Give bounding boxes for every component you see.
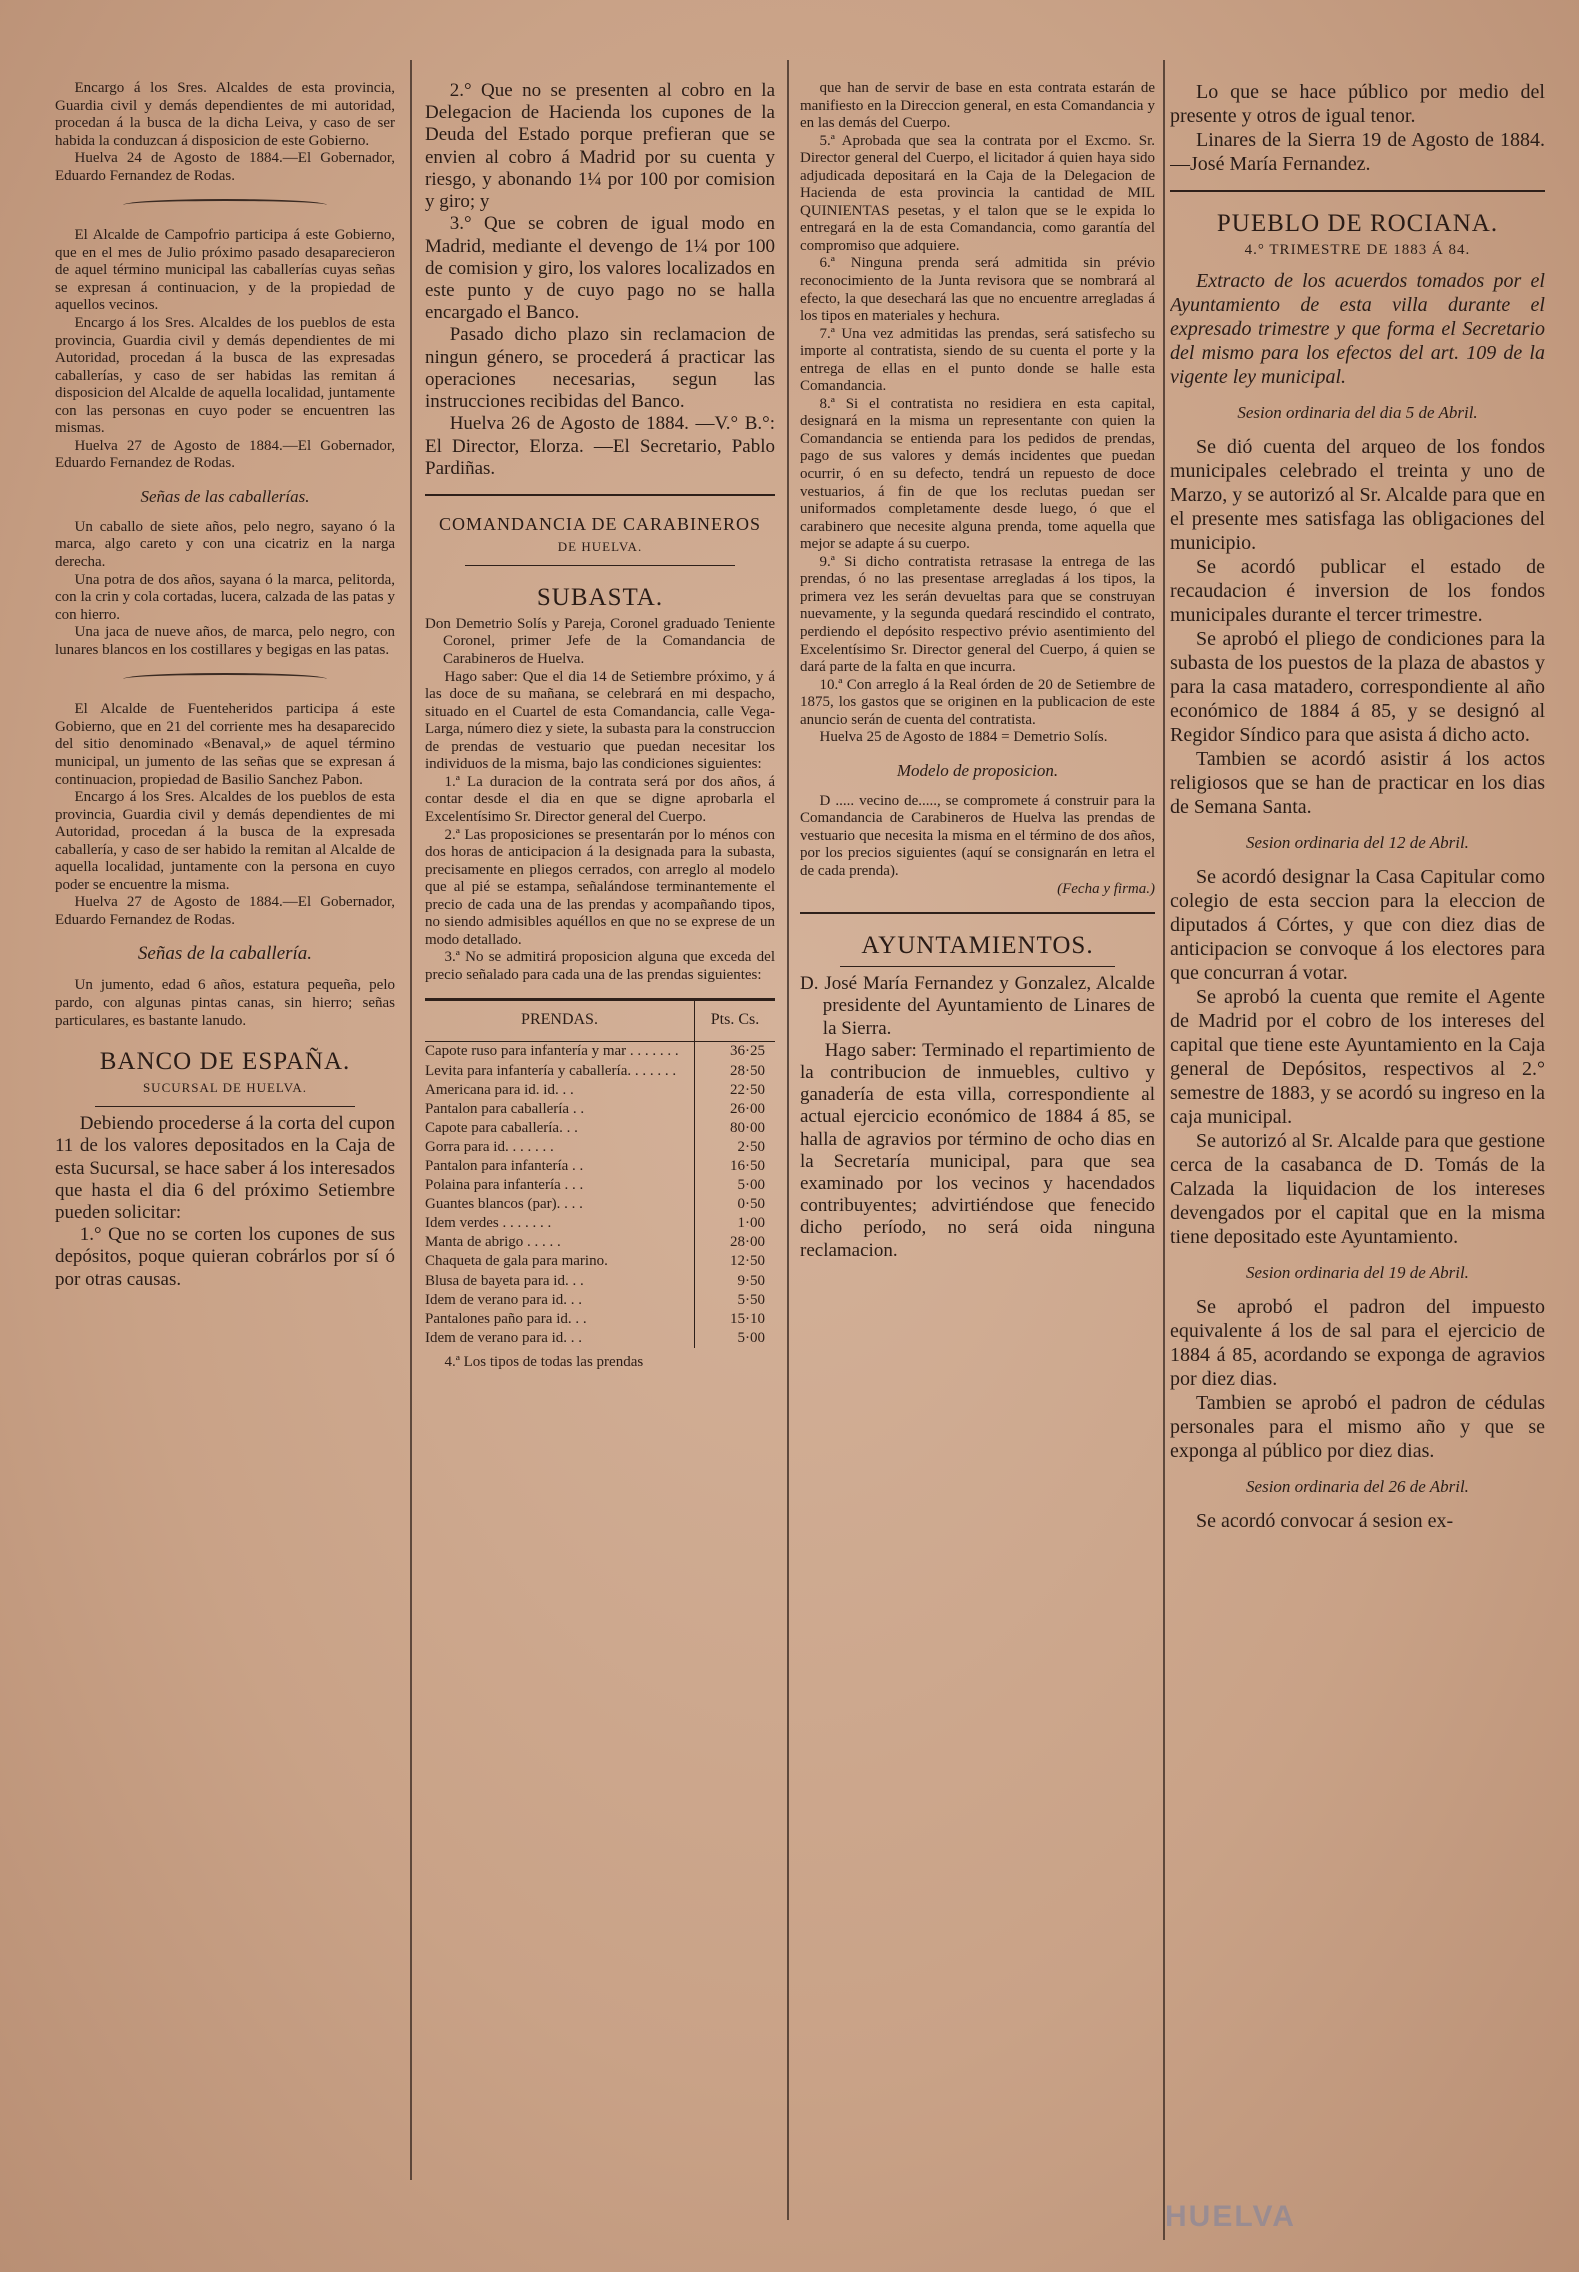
paragraph: Se acordó convocar á sesion ex- [1196, 1510, 1454, 1532]
garment-name: Manta de abrigo . . . . . [425, 1233, 695, 1252]
table-row [425, 1329, 775, 1348]
paragraph: 9.ª Si dicho contratista retrasase la entrega de las prendas, ó no las presentase arregladas á los tipos, la primera vez les serán devueltas para que se construyan nuevamente, y la segunda quedará rescindido el contrato, perdiendo el depósito respectivo prévio asentimiento del Excelentísimo Sr. Director general del Cuerpo, á quien se dará parte de la falta en que incurra. [800, 553, 1155, 676]
signature: Huelva 24 de Agosto de 1884.—El Gobernador, Eduardo Fernandez de Rodas. [55, 150, 395, 184]
section-heading: Sesion ordinaria del 12 de Abril. [1246, 833, 1469, 852]
paragraph: 1.° Que no se corten los cupones de sus depósitos, poque quieran cobrárlos por sí ó por otras causas. [55, 1224, 395, 1290]
paragraph: Se dió cuenta del arqueo de los fondos municipales celebrado el treinta y uno de Marzo, y se autorizó al Sr. Alcalde para que en el presente mes satisfaga las obligaciones del municipio. [1170, 436, 1545, 554]
paragraph: Tambien se aprobó el padron de cédulas personales para el mismo año y que se exponga al público por diez dias. [1170, 1392, 1545, 1462]
table-row [425, 1081, 775, 1100]
paragraph: 3.ª No se admitirá proposicion alguna que exceda del precio señalado para cada una de las prendas siguientes: [425, 949, 775, 983]
divider [95, 1106, 355, 1107]
divider [1170, 190, 1545, 192]
section-heading: Sesion ordinaria del 19 de Abril. [1246, 1263, 1469, 1282]
paragraph: 8.ª Si el contratista no residiera en esta capital, designará en la misma un representante con quien la Comandancia se entienda para los pedidos de prendas, pago de sus valores y demás incidentes que puedan ocurrir, ó en su defecto, tendrá un repuesto de doce vestuarios, á fin de que los reclutas puedan ser uniformados completamente desde luego, ó que el carabinero que necesite alguna prenda, tome aquella que mejor se adapte á su cuerpo. [800, 395, 1155, 553]
garment-price: 12·50 [730, 1253, 765, 1270]
column-rule [410, 60, 412, 2180]
divider [465, 565, 735, 566]
table-row [425, 1062, 775, 1081]
paragraph: El Alcalde de Campofrio participa á este Gobierno, que en el mes de Julio próximo pasado desaparecieron de aquel término municipal las caballerías cuyas señas se expresan á continuacion, y de la propiedad de aquellos vecinos. [55, 227, 395, 314]
table-row [425, 1138, 775, 1157]
section-title: SUBASTA. [536, 583, 664, 611]
section-title: COMANDANCIA DE CARABINEROS [438, 513, 762, 534]
garment-name: Idem de verano para id. . . [425, 1291, 695, 1310]
paragraph: Extracto de los acuerdos tomados por el Ayuntamiento de esta villa durante el expresado trimestre y que forma el Secretario del mismo para los efectos del art. 109 de la vigente ley municipal. [1170, 270, 1545, 388]
table-row [425, 1119, 775, 1138]
garment-name: Idem verdes . . . . . . . [425, 1214, 695, 1233]
paragraph: D. José María Fernandez y Gonzalez, Alcalde presidente del Ayuntamiento de Linares de la Sierra. [800, 973, 1155, 1039]
library-stamp: HUELVA [1165, 2200, 1296, 2233]
prices-table [425, 1001, 775, 1348]
section-title: AYUNTAMIENTOS. [861, 932, 1094, 960]
paragraph: Se acordó publicar el estado de recaudacion é inversion de los fondos municipales durante el tercer trimestre. [1170, 556, 1545, 626]
garment-price: 26·00 [730, 1100, 765, 1117]
divider [840, 966, 1115, 967]
garment-price: 5·00 [737, 1177, 765, 1194]
paragraph: 5.ª Aprobada que sea la contrata por el Excmo. Sr. Director general del Cuerpo, el licitador á quien haya sido adjudicada depositará en la Caja de la Delegacion de Hacienda de esta provincia la cantidad de MIL QUINIENTAS pesetas, y el talon que se le expida lo entregará en la de esta Comandancia, como garantía del compromiso que adquiere. [800, 132, 1155, 254]
garment-name: Guantes blancos (par). . . . [425, 1195, 695, 1214]
paragraph: 2.° Que no se presenten al cobro en la Delegacion de Hacienda los cupones de la Deuda del Estado porque prefieran que se envien al cobro á Madrid por su cuenta y riesgo, y abonando 1¼ por 100 por comision y giro; y [425, 80, 775, 213]
garment-name: Idem de verano para id. . . [425, 1329, 695, 1348]
column-rule [787, 60, 789, 2220]
section-heading: Señas de las caballerías. [140, 486, 310, 506]
garment-name: Pantalon para infantería . . [425, 1157, 695, 1176]
garment-price: 16·50 [730, 1157, 765, 1174]
paragraph: 4.ª Los tipos de todas las prendas [444, 1353, 644, 1370]
garment-price: 5·50 [737, 1291, 765, 1308]
section-title: PUEBLO DE ROCIANA. [1216, 210, 1499, 237]
column-4 [1170, 80, 1545, 1533]
table-row [425, 1100, 775, 1119]
garment-price: 2·50 [737, 1138, 765, 1155]
paragraph: Una jaca de nueve años, de marca, pelo negro, con lunares blancos en los costillares y begigas en las patas. [55, 624, 395, 658]
section-heading: Señas de la caballería. [137, 943, 313, 965]
garment-price: 15·10 [730, 1310, 765, 1327]
table-row [425, 1233, 775, 1252]
paragraph: Tambien se acordó asistir á los actos religiosos que se han de practicar en los dias de Semana Santa. [1170, 748, 1545, 818]
table-row [425, 1310, 775, 1329]
paragraph: que han de servir de base en esta contrata estarán de manifiesto en la Direccion general, en esta Comandancia y en las demás del Cuerpo. [800, 80, 1155, 132]
garment-price: 36·25 [730, 1043, 765, 1060]
garment-price: 28·00 [730, 1234, 765, 1251]
garment-price: 80·00 [730, 1119, 765, 1136]
paragraph: Lo que se hace público por medio del presente y otros de igual tenor. [1170, 81, 1545, 127]
paragraph: 7.ª Una vez admitidas las prendas, será satisfecho su importe al contratista, siendo de su cuenta el porte y la entrega de ellas en el punto donde se halle esta Comandancia. [800, 325, 1155, 395]
paragraph: Se aprobó la cuenta que remite el Agente de Madrid por el cobro de los intereses del capital que tiene este Ayuntamiento en la Caja general de Depósitos, respectivos al 2.° semestre de 1883, y se acordó su ingreso en la caja municipal. [1170, 986, 1545, 1128]
section-subtitle: SUCURSAL DE HUELVA. [142, 1080, 308, 1096]
garment-name: Blusa de bayeta para id. . . [425, 1272, 695, 1291]
paragraph: 2.ª Las proposiciones se presentarán por lo ménos con dos horas de anticipacion á la designada para la subasta, precisamente en pliegos cerrados, con arreglo al modelo que al pié se estampa, señalándose terminantemente el precio de cada una de las prendas y acompañando tipos, no siendo admisibles aquéllos en que no se exprese de un modo detallado. [425, 826, 775, 948]
garment-name: Polaina para infantería . . . [425, 1176, 695, 1195]
signature: Linares de la Sierra 19 de Agosto de 1884.—José María Fernandez. [1170, 129, 1545, 175]
paragraph: 10.ª Con arreglo á la Real órden de 20 de Setiembre de 1875, los gastos que se originen en la publicacion de este anuncio serán de cuenta del contratista. [800, 676, 1155, 728]
section-subtitle: 4.° TRIMESTRE DE 1883 Á 84. [1244, 242, 1471, 258]
signature: Huelva 26 de Agosto de 1884. —V.° B.°: El Director, Elorza. —El Secretario, Pablo Pardiñas. [425, 413, 775, 479]
paragraph: Debiendo procederse á la corta del cupon 11 de los valores depositados en la Caja de esta Sucursal, se hace saber á los interesados que hasta el dia 6 del próximo Setiembre pueden solicitar: [55, 1113, 395, 1223]
section-heading: Sesion ordinaria del 26 de Abril. [1246, 1477, 1469, 1496]
ornament-divider [123, 199, 327, 211]
paragraph: Se aprobó el pliego de condiciones para la subasta de los puestos de la plaza de abastos y para la casa matadero, correspondiente al año económico de 1884 á 85, y se designó al Regidor Síndico para que asista á dicho acto. [1170, 628, 1545, 746]
garment-name: Americana para id. id. . . [425, 1081, 695, 1100]
column-rule [1163, 60, 1165, 2240]
paragraph: D ..... vecino de....., se compromete á construir para la Comandancia de Carabineros de Huelva las prendas de vestuario que necesita la misma en el término de dos años, por los precios siguientes (aquí se consignarán en letra el de cada prenda). [800, 792, 1155, 879]
signature: Huelva 27 de Agosto de 1884.—El Gobernador, Eduardo Fernandez de Rodas. [55, 894, 395, 928]
ornament-divider [123, 673, 327, 685]
paragraph: Se autorizó al Sr. Alcalde para que gestione cerca de la casabanca de D. Tomás de la Calzada la liquidacion de los intereses devengados por el capital que en la misma tiene depositado este Ayuntamiento. [1170, 1130, 1545, 1248]
garment-name: Pantalon para caballería . . [425, 1100, 695, 1119]
divider [800, 912, 1155, 914]
paragraph: Encargo á los Sres. Alcaldes de los pueblos de esta provincia, Guardia civil y demás dependientes de mi Autoridad, procedan á la busca de la expresada caballería, y caso de ser habido la remitan al Alcalde de aquella localidad, juntamente con la persona en cuyo poder se encuentre la misma. [55, 789, 395, 893]
garment-name: Chaqueta de gala para marino. [425, 1252, 695, 1271]
table-row [425, 1195, 775, 1214]
paragraph: Se acordó designar la Casa Capitular como colegio de esta seccion para la eleccion de diputados á Córtes, y que con diez dias de anticipacion se convoque á los electores para que concurran á votar. [1170, 866, 1545, 984]
garment-price: 22·50 [730, 1081, 765, 1098]
section-title: BANCO DE ESPAÑA. [99, 1048, 351, 1076]
signature: Huelva 27 de Agosto de 1884.—El Gobernador, Eduardo Fernandez de Rodas. [55, 437, 395, 472]
garment-name: Capote ruso para infantería y mar . . . . . . . [425, 1042, 695, 1062]
column-3 [800, 80, 1155, 1262]
garment-name: Levita para infantería y caballería. . . . . . . [425, 1062, 695, 1081]
table-row [425, 1252, 775, 1271]
table-row [425, 1272, 775, 1291]
table-row [425, 1042, 775, 1062]
column-1 [55, 80, 395, 1291]
table-row [425, 1214, 775, 1233]
table-header-item: PRENDAS. [425, 1001, 695, 1042]
paragraph: Un caballo de siete años, pelo negro, sayano ó la marca, algo careto y con una cicatriz en la narga derecha. [55, 518, 395, 571]
column-2 [425, 80, 775, 1371]
section-heading: Sesion ordinaria del dia 5 de Abril. [1237, 403, 1478, 422]
divider [425, 494, 775, 496]
garment-price: 5·00 [737, 1329, 765, 1346]
paragraph: Una potra de dos años, sayana ó la marca, pelitorda, con la crin y cola cortadas, lucera, calzada de las patas y con hierro. [55, 571, 395, 623]
table-header-price: Pts. Cs. [695, 1001, 776, 1042]
table-row [425, 1176, 775, 1195]
garment-price: 28·50 [730, 1062, 765, 1079]
paragraph: Se aprobó el padron del impuesto equivalente á los de sal para el ejercicio de 1884 á 85, acordando se exponga de agravios por diez dias. [1170, 1296, 1545, 1390]
garment-price: 9·50 [737, 1272, 765, 1289]
table-row [425, 1291, 775, 1310]
section-subtitle: DE HUELVA. [557, 538, 643, 554]
paragraph: Pasado dicho plazo sin reclamacion de ningun género, se procederá á practicar las operaciones necesarias, segun las instrucciones recibidas del Banco. [425, 324, 775, 413]
paragraph: 3.° Que se cobren de igual modo en Madrid, mediante el devengo de 1¼ por 100 de comision y giro, los valores localizados en este punto y de cuyo pago no se halla encargado el Banco. [425, 213, 775, 324]
paragraph: 1.ª La duracion de la contrata será por dos años, á contar desde el dia en que se digne aprobarla el Excelentísimo Sr. Director general del Cuerpo. [425, 773, 775, 825]
garment-name: Gorra para id. . . . . . . [425, 1138, 695, 1157]
signature: Huelva 25 de Agosto de 1884 = Demetrio Solís. [819, 729, 1108, 746]
table-row [425, 1157, 775, 1176]
paragraph: Hago saber: Terminado el repartimiento de la contribucion de inmuebles, cultivo y ganadería de esta villa, correspondiente al actual ejercicio económico de 1884 á 85, se halla de agravios por término de ocho dias en la Secretaría municipal, para que sea examinado por los vecinos y hacendados contribuyentes; advirtiéndose que fenecido dicho período, no será oida ninguna reclamacion. [800, 1039, 1155, 1261]
paragraph: Un jumento, edad 6 años, estatura pequeña, pelo pardo, con algunas pintas canas, sin hierro; señas particulares, es bastante lanudo. [55, 977, 395, 1029]
paragraph: El Alcalde de Fuenteheridos participa á este Gobierno, que en 21 del corriente mes ha desaparecido del sitio denominado «Benaval,» de aquel término municipal, un jumento de las señas que se expresan á continuacion, propiedad de Basilio Sanchez Pabon. [55, 701, 395, 788]
section-heading: Modelo de proposicion. [896, 760, 1059, 780]
paragraph: Don Demetrio Solís y Pareja, Coronel graduado Teniente Coronel, primer Jefe de la Comandancia de Carabineros de Huelva. [425, 615, 775, 668]
paragraph: Hago saber: Que el dia 14 de Setiembre próximo, y á las doce de su mañana, se celebrará en mi despacho, situado en el Cuartel de esta Comandancia, calle Vega-Larga, número diez y siete, la subasta para la construccion de prendas de vestuario que puedan necesitar los individuos de la misma, bajo las condiciones siguientes: [425, 668, 775, 773]
date-signature-note: (Fecha y firma.) [1057, 880, 1155, 897]
garment-price: 1·00 [737, 1215, 765, 1232]
garment-price: 0·50 [737, 1196, 765, 1213]
paragraph: 6.ª Ninguna prenda será admitida sin prévio reconocimiento de la Junta revisora que se nombrará al efecto, la que desechará las que no encuentre arregladas á los tipos en materiales y hechura. [800, 255, 1155, 325]
garment-name: Pantalones paño para id. . . [425, 1310, 695, 1329]
paragraph: Encargo á los Sres. Alcaldes de esta provincia, Guardia civil y demás dependientes de mi autoridad, procedan á la busca de la dicha Leiva, y caso de ser habida la conduzcan á disposicion de este Gobierno. [55, 80, 395, 149]
garment-name: Capote para caballería. . . [425, 1119, 695, 1138]
paragraph: Encargo á los Sres. Alcaldes de los pueblos de esta provincia, Guardia civil y demás dependientes de mi Autoridad, procedan á la busca de las expresadas caballerías, y caso de ser habidas las remitan á disposicion del Alcalde de aquella localidad, juntamente con las personas en cuyo poder se encuentren las mismas. [55, 315, 395, 437]
